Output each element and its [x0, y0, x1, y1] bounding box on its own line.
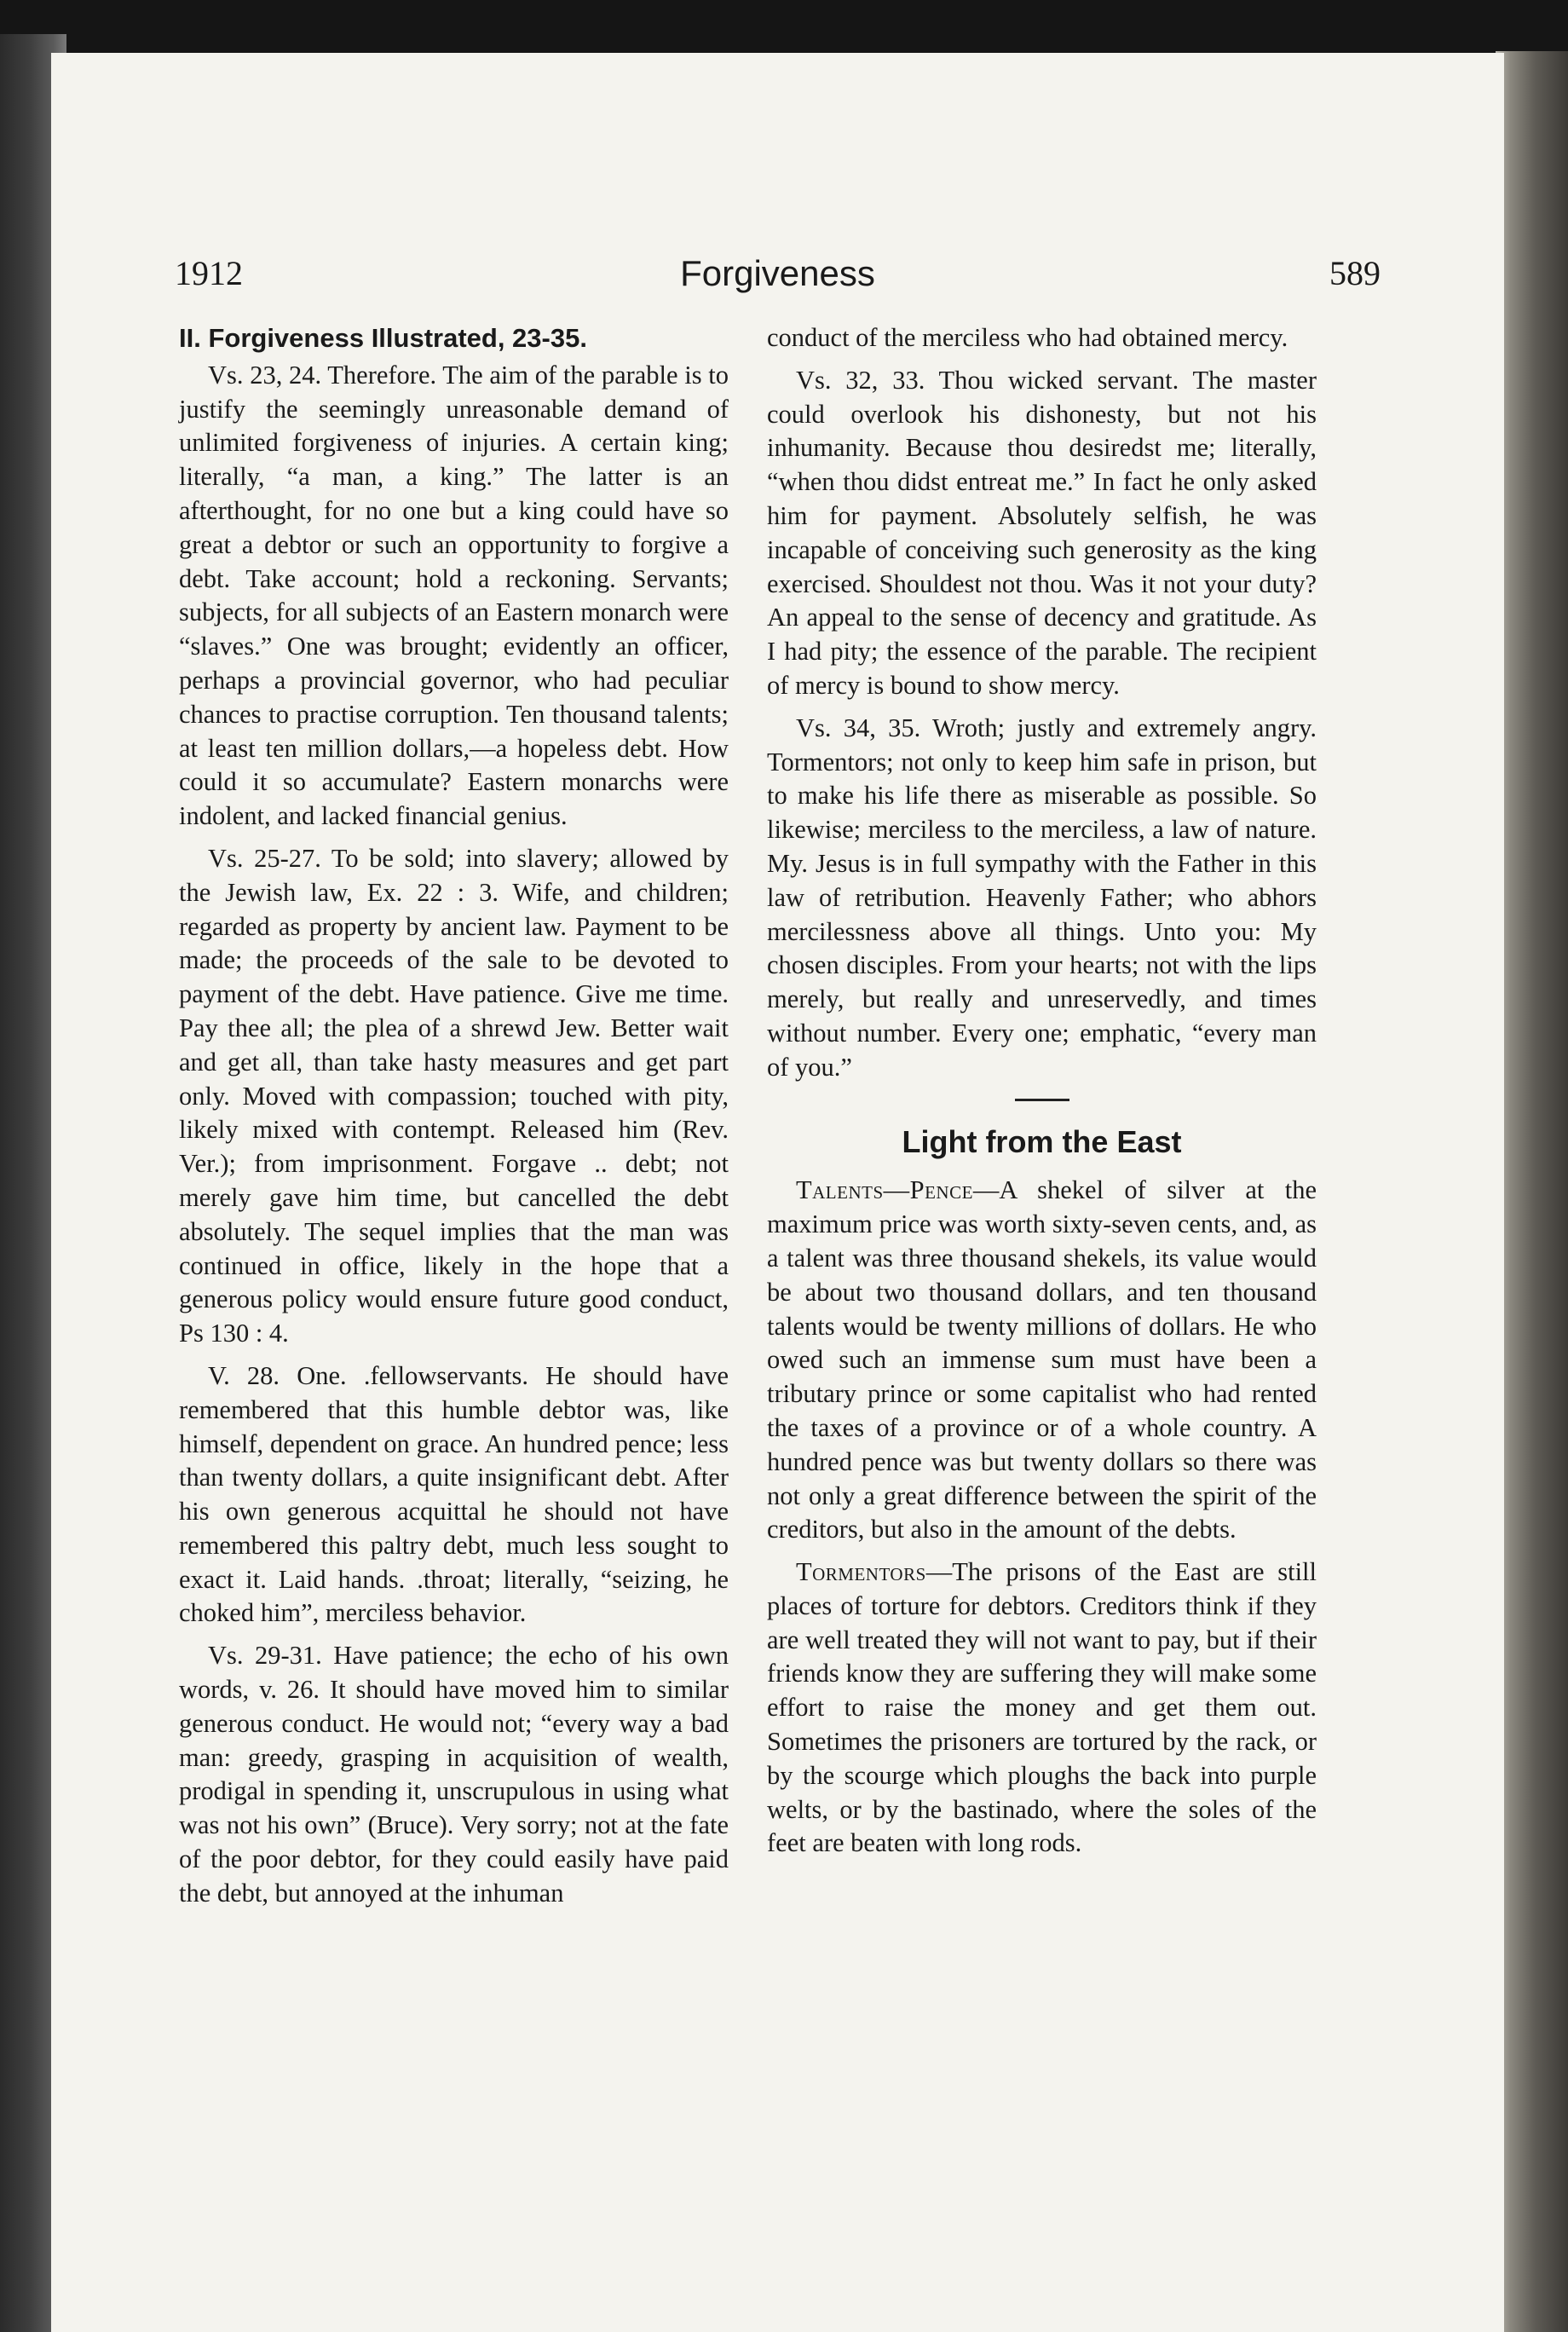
commentary-paragraph: Vs. 25-27. To be sold; into slavery; allowed by the Jewish law, Ex. 22 : 3. Wife, and children; regarded as property by ancient law. Payment to be made; the proceeds of the sale to be devoted to payment of the debt. Have patience. Give me time. Pay thee all; the plea of a shrewd Jew. Better wait and get all, than take hasty measures and get part only. Moved with compassion; touched with pity, likely mixed with contempt. Released him (Rev. Ver.); from imprisonment. Forgave .. debt; not merely gave him time, but cancelled the debt absolutely. The sequel implies that the man was continued in office, likely in the hope that a generous policy would ensure future good conduct, Ps 130 : 4. — [179, 843, 729, 1348]
commentary-paragraph: Vs. 23, 24. Therefore. The aim of the parable is to justify the seemingly unreasonable demand of unlimited forgiveness of injuries. A certain king; literally, “a man, a king.” The latter is an afterthought, for no one but a king could have so great a debtor or such an opportunity to forgive a debt. Take account; hold a reckoning. Servants; subjects, for all subjects of an Eastern monarch were “slaves.” One was brought; evidently an officer, perhaps a provincial governor, who had peculiar chances to practise corruption. Ten thousand talents; at least ten million dollars,—a hopeless debt. How could it so accumulate? Eastern monarchs were indolent, and lacked financial genius. — [179, 360, 729, 831]
book-page — [51, 53, 1504, 2332]
east-entry-term: Talents—Pence — [796, 1175, 973, 1205]
section-title: II. Forgiveness Illustrated, 23-35. — [179, 323, 587, 353]
section-divider — [1015, 1099, 1069, 1101]
commentary-paragraph: Vs. 29-31. Have patience; the echo of his own words, v. 26. It should have moved him to similar generous conduct. He would not; “every way a bad man: greedy, grasping in acquisition of wealth, prodigal in spending it, unscrupulous in using what was not his own” (Bruce). Very sorry; not at the fate of the poor debtor, for they could easily have paid the debt, but annoyed at the inhuman — [179, 1641, 729, 1908]
east-entry-text: —The prisons of the East are still places of torture for debtors. Creditors think if they are well treated they will not want to pay, but if their friends know they are suffering they will make some effort to raise the money and get them out. Sometimes the prisoners are tortured by the rack, or by the scourge which ploughs the back into purple welts, or by the bastinado, where the soles of the feet are beaten with long rods. — [767, 1557, 1317, 1858]
right-column — [767, 321, 1317, 1869]
commentary-paragraph: Vs. 32, 33. Thou wicked servant. The master could overlook his dishonesty, but not his inhumanity. Because thou desiredst me; literally, “when thou didst entreat me.” In fact he only asked him for payment. Absolutely selfish, he was incapable of conceiving such generosity as the king exercised. Shouldest not thou. Was it not your duty? An appeal to the sense of decency and gratitude. As I had pity; the essence of the parable. The recipient of mercy is bound to show mercy. — [767, 365, 1317, 700]
page-edge-stack — [1496, 51, 1568, 2332]
commentary-paragraph: Vs. 34, 35. Wroth; justly and extremely angry. Tormentors; not only to keep him safe in prison, but to make his life there as miserable as possible. So likewise; merciless to the merciless, a law of nature. My. Jesus is in full sympathy with the Father in this law of retribution. Heavenly Father; who abhors mercilessness above all things. Unto you: My chosen disciples. From your hearts; not with the lips merely, but really and unreservedly, and times without number. Every one; emphatic, “every man of you.” — [767, 713, 1317, 1082]
east-entry — [767, 1556, 1317, 1861]
left-column — [179, 321, 729, 1919]
page-number: 589 — [1329, 254, 1381, 292]
scan-dark-border-top — [0, 0, 1568, 60]
east-entry-term: Tormentors — [796, 1557, 926, 1587]
header-year: 1912 — [175, 254, 243, 292]
header-title: Forgiveness — [680, 253, 875, 293]
commentary-paragraph: V. 28. One. .fellowservants. He should have remembered that this humble debtor was, like himself, dependent on grace. An hundred pence; less than twenty dollars, a quite insignificant debt. After his own generous acquittal he should not have remembered this paltry debt, much less sought to exact it. Laid hands. .throat; literally, “seizing, he choked him”, merciless behavior. — [179, 1360, 729, 1628]
commentary-paragraph-continued: conduct of the merciless who had obtained mercy. — [767, 323, 1288, 352]
subheading: Light from the East — [902, 1123, 1182, 1159]
east-entry — [767, 1174, 1317, 1547]
running-header — [175, 253, 1381, 330]
east-entry-text: —A shekel of silver at the maximum price was worth sixty-seven cents, and, as a talent was three thousand shekels, its value would be about two thousand dollars, and ten thousand talents would be twenty millions of dollars. He who owed such an immense sum must have been a tributary prince or some capitalist who had rented the taxes of a province or of a whole country. A hundred pence was but twenty dollars so there was not only a great difference between the spirit of the creditors, but also in the amount of the debts. — [767, 1175, 1317, 1544]
